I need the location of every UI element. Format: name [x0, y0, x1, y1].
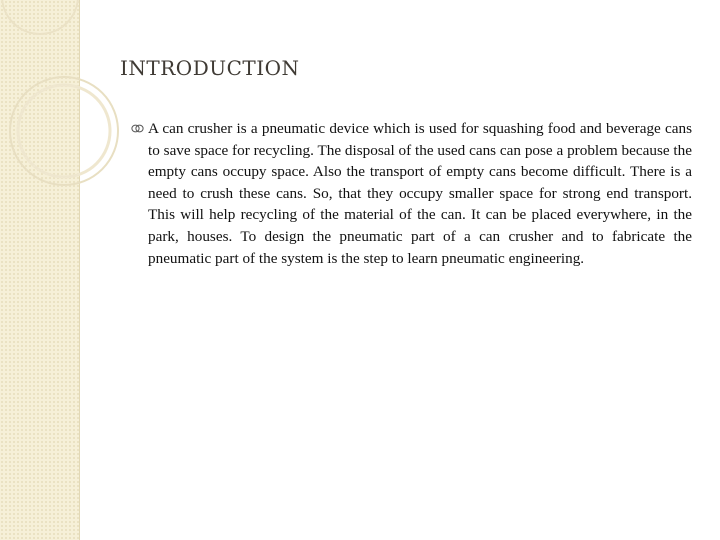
decorative-ring-inner	[18, 85, 110, 177]
circle-bullet-icon	[131, 123, 144, 136]
decorative-rings	[0, 0, 160, 230]
introduction-paragraph: A can crusher is a pneumatic device which is used for squashing food and beverage cans to save space for recycling. The disposal of the used cans can pose a problem because the empty cans occupy space. Also the transport of empty cans become difficult. There is a need to crush these cans. So, that they occupy smaller space for strong end transport. This will help recycling of the material of the can. It can be placed everywhere, in the park, houses. To design the pneumatic part of a can crusher and to fabricate the pneumatic part of the system is the step to learn pneumatic engineering.	[148, 120, 692, 267]
decorative-ring-top	[2, 0, 78, 34]
decorative-ring-outer	[10, 77, 118, 185]
slide-title: INTRODUCTION	[120, 56, 300, 80]
